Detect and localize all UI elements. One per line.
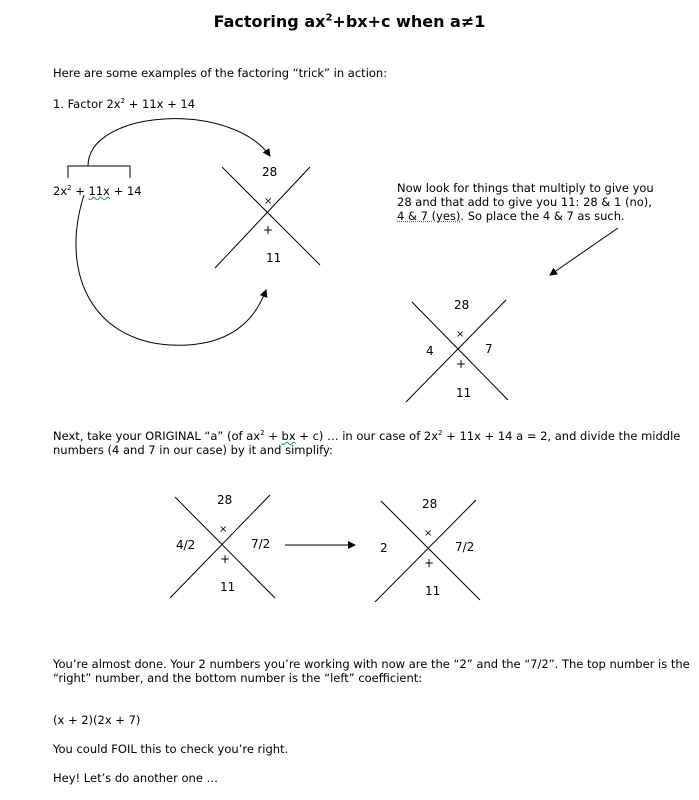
x1-plus: + <box>263 223 274 237</box>
next-step-text: Next, take your ORIGINAL “a” (of $ax^2$ + bx + c) … in our case of $2x^2 + 11x + 14$ a = 2, and divide the middle numbers (4 and 7 in our case) by it and simplify: <box>53 428 681 457</box>
x2-right: 7 <box>485 342 493 356</box>
x3-right: 7/2 <box>251 537 271 551</box>
x2-left: 4 <box>426 344 434 358</box>
another-text: Hey! Let’s do another one … <box>53 771 219 785</box>
note-arrow <box>550 228 618 275</box>
page-title: Factoring $ax^2+bx+c$ when a≠1 <box>213 12 486 31</box>
curved-arrow-bottom <box>76 195 266 345</box>
x2-top: 28 <box>454 298 470 312</box>
x4-plus: + <box>424 556 435 570</box>
expression: $2x^2 + 11x + 14$ <box>53 183 142 198</box>
x2-bottom: 11 <box>456 386 472 400</box>
bracket <box>68 166 130 178</box>
x4-top: 28 <box>422 497 438 511</box>
curved-arrow-top <box>88 119 270 166</box>
x4-right: 7/2 <box>455 540 475 554</box>
x3-times: × <box>219 524 228 535</box>
x3-plus: + <box>220 552 231 566</box>
x2-times: × <box>456 329 465 340</box>
x4-bottom: 11 <box>425 584 441 598</box>
answer-text: (x + 2)(2x + 7) <box>53 713 141 727</box>
x3-top: 28 <box>217 493 233 507</box>
foil-text: You could FOIL this to check you’re right. <box>53 742 289 756</box>
note-text: Now look for things that multiply to give you 28 and that add to give you 11: 28 & 1 (no), 4 & 7 (yes). So place the 4 & 7 as such. <box>397 181 654 223</box>
almost-done-text: You’re almost done. Your 2 numbers you’re working with now are the “2” and the “7/2”. The top number is the “right” number, and the bottom number is the “left” coefficient: <box>53 657 690 685</box>
x2-plus: + <box>456 357 467 371</box>
x1-bottom: 11 <box>266 251 282 265</box>
intro-text: Here are some examples of the factoring “trick” in action: <box>53 66 388 80</box>
x1-top: 28 <box>262 165 278 179</box>
x3-bottom: 11 <box>220 580 236 594</box>
problem-statement: 1. Factor $2x^2 + 11x + 14$ <box>53 96 196 111</box>
x1-times: × <box>264 196 273 207</box>
x3-left: 4/2 <box>176 538 196 552</box>
x4-times: × <box>424 528 433 539</box>
x4-left: 2 <box>380 541 388 555</box>
